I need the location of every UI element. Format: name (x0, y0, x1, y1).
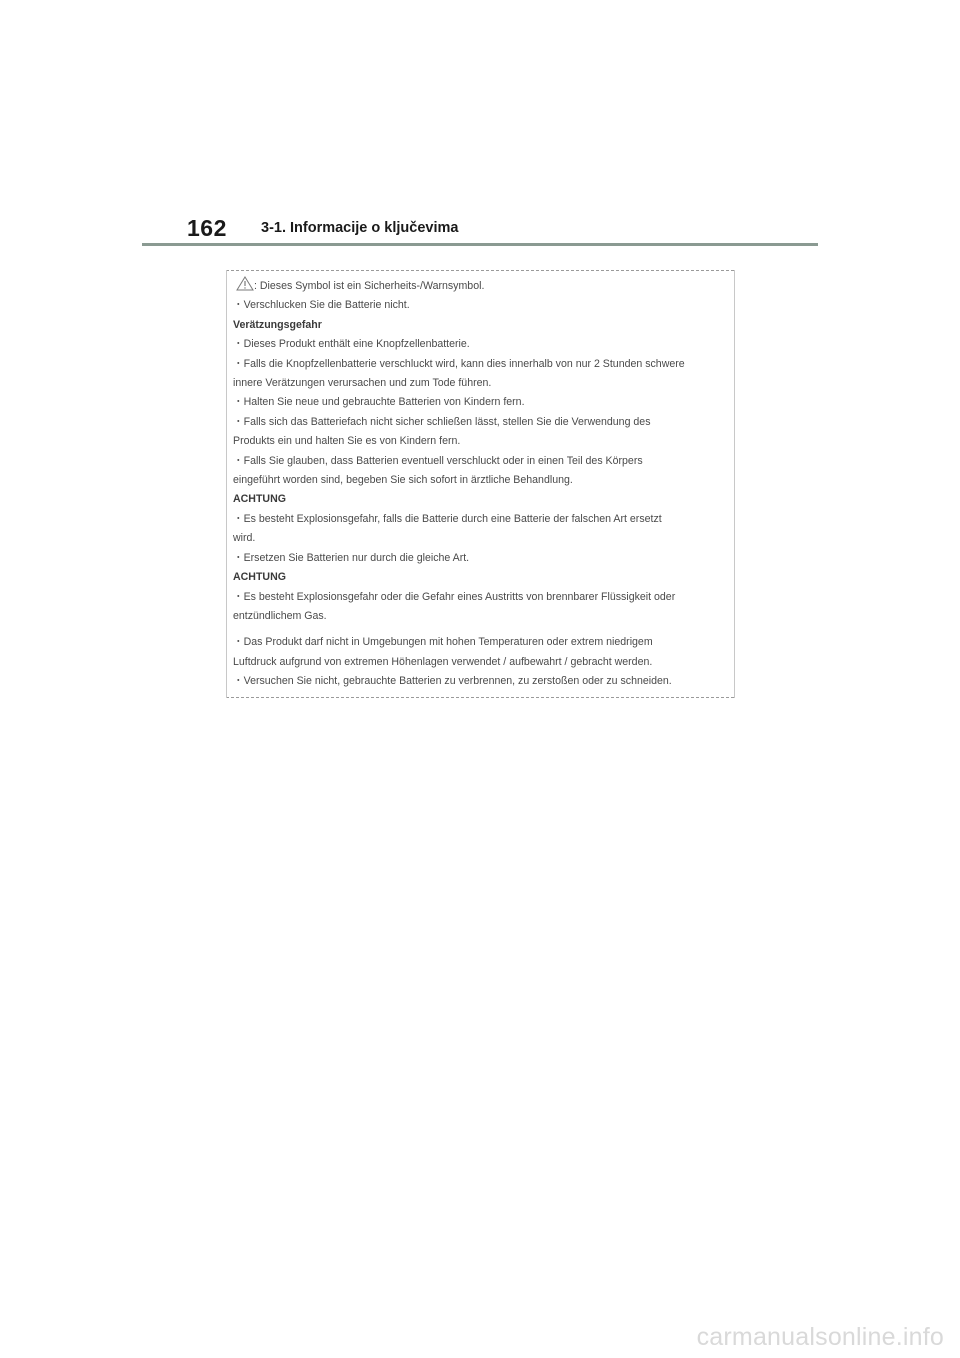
warning-line: ・Das Produkt darf nicht in Umgebungen mit hohen Temperaturen oder extrem niedrigem (233, 636, 653, 649)
warning-line: ・Falls Sie glauben, dass Batterien eventuell verschluckt oder in einen Teil des Körpers (233, 454, 643, 467)
warning-line: ・Falls die Knopfzellenbatterie verschluckt wird, kann dies innerhalb von nur 2 Stunden schwere (233, 357, 685, 370)
warning-line: ・Es besteht Explosionsgefahr oder die Gefahr eines Austritts von brennbarer Flüssigkeit oder (233, 590, 676, 603)
warning-line: ・Verschlucken Sie die Batterie nicht. (233, 299, 410, 312)
warning-heading: ACHTUNG (233, 571, 286, 584)
warning-line: entzündlichem Gas. (233, 609, 327, 622)
warning-line: innere Verätzungen verursachen und zum Tode führen. (233, 377, 492, 390)
warning-line: ・Falls sich das Batteriefach nicht sicher schließen lässt, stellen Sie die Verwendung des (233, 415, 651, 428)
page-number: 162 (187, 215, 227, 241)
warning-line: wird. (233, 532, 256, 545)
warning-box-left-edge (226, 270, 227, 698)
section-title: 3-1. Informacije o ključevima (261, 220, 459, 236)
warning-line: ・Es besteht Explosionsgefahr, falls die Batterie durch eine Batterie der falschen Art ersetzt (233, 512, 662, 525)
warning-line: Produkts ein und halten Sie es von Kindern fern. (233, 435, 461, 448)
warning-line: ・Halten Sie neue und gebrauchte Batterien von Kindern fern. (233, 396, 525, 409)
warning-heading: ACHTUNG (233, 493, 286, 506)
warning-line: eingeführt worden sind, begeben Sie sich sofort in ärztliche Behandlung. (233, 474, 573, 487)
warning-line: : Dieses Symbol ist ein Sicherheits-/Warnsymbol. (254, 280, 485, 292)
warning-box-right-edge (734, 270, 735, 698)
warning-line: ・Dieses Produkt enthält eine Knopfzellenbatterie. (233, 338, 470, 351)
watermark: carmanualsonline.info (696, 1323, 944, 1351)
warning-text-block (233, 276, 729, 692)
warning-symbol-line (233, 276, 729, 296)
warning-line: ・Versuchen Sie nicht, gebrauchte Batterien zu verbrennen, zu zerstoßen oder zu schneiden. (233, 675, 672, 688)
header-rule (142, 243, 818, 246)
warning-line: Luftdruck aufgrund von extremen Höhenlagen verwendet / aufbewahrt / gebracht werden. (233, 655, 653, 668)
warning-line: ・Ersetzen Sie Batterien nur durch die gleiche Art. (233, 551, 470, 564)
warning-triangle-icon (236, 276, 254, 291)
warning-heading: Verätzungsgefahr (233, 318, 322, 331)
